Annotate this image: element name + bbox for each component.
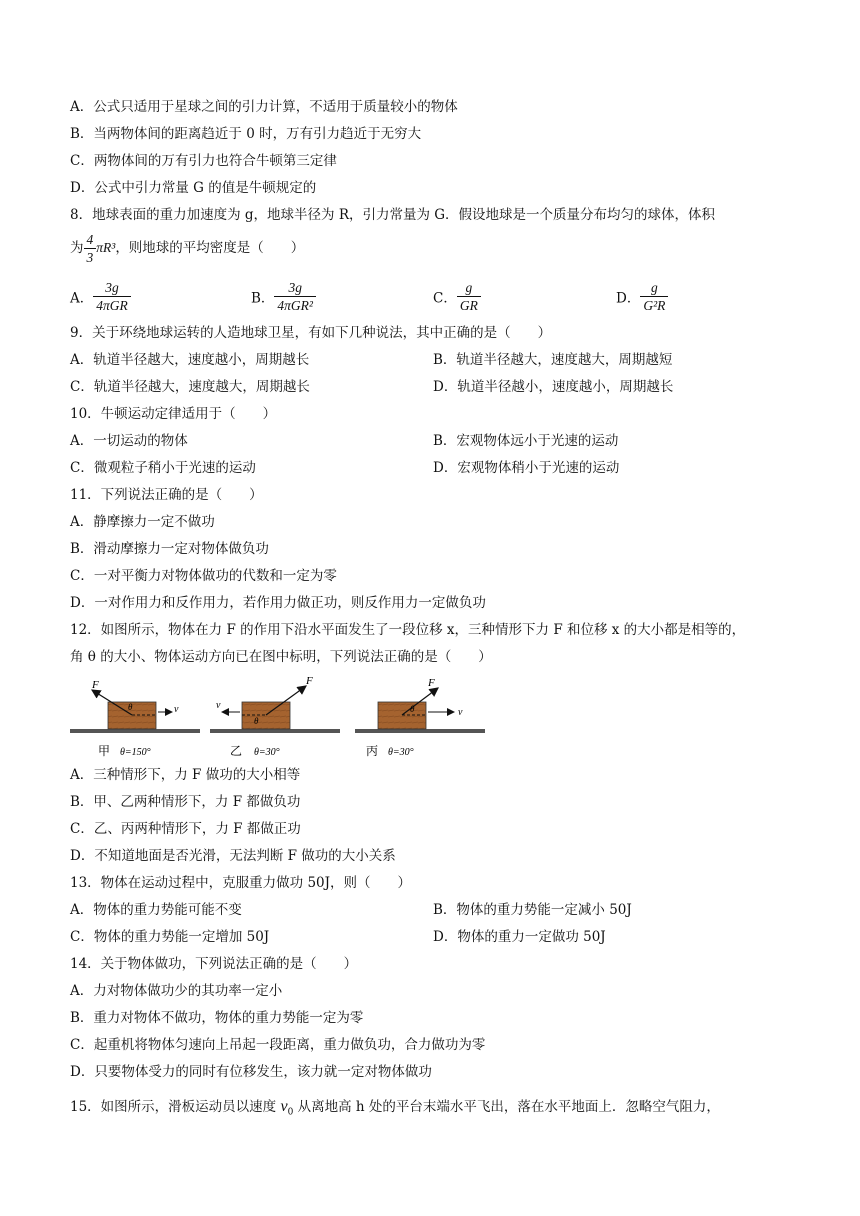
q8-stem-line1: 8．地球表面的重力加速度为 g，地球半径为 R，引力常量为 G．假设地球是一个质量分布均匀的球体，体积 [70, 207, 716, 223]
angle-symbol-yi: θ [254, 716, 259, 726]
q11-option-c: C．一对平衡力对物体做功的代数和一定为零 [70, 568, 337, 584]
case-name-jia: 甲 [98, 744, 111, 758]
ground-yi [210, 729, 340, 733]
q7-option-a: A．公式只适用于星球之间的引力计算，不适用于质量较小的物体 [70, 99, 458, 115]
q9-stem: 9．关于环绕地球运转的人造地球卫星，有如下几种说法，其中正确的是（ ） [70, 325, 552, 341]
angle-label-yi: θ=30° [254, 747, 280, 758]
case-name-yi: 乙 [230, 744, 243, 758]
q12-option-c: C．乙、丙两种情形下，力 F 都做正功 [70, 821, 301, 837]
q8-stem-line2 [70, 228, 304, 268]
q14-option-a: A．力对物体做功少的其功率一定小 [70, 983, 283, 999]
angle-label-jia: θ=150° [120, 747, 151, 758]
case-bing [355, 677, 485, 758]
q8-volume-expr: πR³ [96, 240, 116, 255]
case-jia [70, 679, 200, 758]
ground-bing [355, 729, 485, 733]
q8-volume-fraction [84, 231, 97, 266]
q8-option-b-label: B． [251, 290, 275, 307]
q14-option-d: D．只要物体受力的同时有位移发生，该力就一定对物体做功 [70, 1064, 432, 1080]
q7-option-d: D．公式中引力常量 G 的值是牛顿规定的 [70, 180, 317, 196]
case-yi [210, 675, 340, 758]
q8-frac-den: 3 [86, 250, 94, 265]
q12-option-d: D．不知道地面是否光滑，无法判断 F 做功的大小关系 [70, 848, 396, 864]
q12-stem-line2: 角 θ 的大小、物体运动方向已在图中标明，下列说法正确的是（ ） [70, 649, 492, 665]
q8-option-d-den: G²R [643, 298, 666, 313]
q11-stem: 11．下列说法正确的是（ ） [70, 487, 263, 503]
q8-option-d-num: g [640, 279, 668, 297]
q11-option-a: A．静摩擦力一定不做功 [70, 514, 215, 530]
velocity-label-jia: v [174, 704, 179, 715]
q8-option-b-num: 3g [274, 279, 316, 297]
q13-stem: 13．物体在运动过程中，克服重力做功 50J，则（ ） [70, 875, 412, 891]
angle-symbol-jia: θ [128, 702, 133, 712]
case-name-bing: 丙 [366, 744, 379, 758]
q7-option-c: C．两物体间的万有引力也符合牛顿第三定律 [70, 153, 337, 169]
q15-v0-symbol: v [280, 1098, 288, 1115]
q8-option-a-num: 3g [93, 279, 131, 297]
q11-option-b: B．滑动摩擦力一定对物体做负功 [70, 541, 269, 557]
ground-jia [70, 729, 200, 733]
q9-option-c: C．轨道半径越大，速度越大，周期越长 [70, 379, 310, 395]
q13-option-d: D．物体的重力一定做功 50J [433, 929, 606, 945]
q8-frac-num: 4 [84, 231, 97, 249]
q15-stem-pre: 15．如图所示，滑板运动员以速度 [70, 1099, 281, 1115]
q9-option-d: D．轨道半径越小，速度越小，周期越长 [433, 379, 674, 395]
q7-option-b: B．当两物体间的距离趋近于 0 时，万有引力趋近于无穷大 [70, 126, 422, 142]
q8-option-d [616, 279, 668, 314]
q8-option-b [251, 279, 316, 314]
force-label-yi: F [306, 675, 313, 687]
q15-v0-subscript: 0 [287, 1107, 294, 1118]
velocity-label-yi: v [216, 700, 221, 711]
q10-option-d: D．宏观物体稍小于光速的运动 [433, 460, 620, 476]
q8-option-c-num: g [457, 279, 481, 297]
q8-option-c [433, 279, 481, 314]
q12-option-a: A．三种情形下，力 F 做功的大小相等 [70, 767, 301, 783]
q9-option-b: B．轨道半径越大，速度越大，周期越短 [433, 352, 673, 368]
q8-option-b-den: 4πGR² [277, 298, 313, 313]
angle-symbol-bing: θ [410, 704, 415, 714]
q12-option-b: B．甲、乙两种情形下，力 F 都做负功 [70, 794, 301, 810]
q10-option-c: C．微观粒子稍小于光速的运动 [70, 460, 256, 476]
q8-option-d-label: D． [616, 290, 641, 307]
force-label-bing: F [428, 677, 435, 689]
q12-force-diagram [70, 672, 490, 764]
q9-option-a: A．轨道半径越大，速度越小，周期越长 [70, 352, 310, 368]
q14-option-b: B．重力对物体不做功，物体的重力势能一定为零 [70, 1010, 364, 1026]
q8-stem-pre: 为 [70, 240, 84, 256]
q15-stem [70, 1098, 720, 1122]
q13-option-a: A．物体的重力势能可能不变 [70, 902, 242, 918]
force-label-jia: F [92, 679, 99, 691]
q8-option-c-label: C． [433, 290, 457, 307]
q8-option-b-frac [274, 279, 316, 314]
q8-option-d-frac [640, 279, 668, 314]
angle-label-bing: θ=30° [388, 747, 414, 758]
q8-stem-post: ，则地球的平均密度是（ ） [115, 240, 305, 256]
q8-option-a [70, 279, 131, 314]
q13-option-c: C．物体的重力势能一定增加 50J [70, 929, 270, 945]
q8-option-a-den: 4πGR [96, 298, 128, 313]
q14-option-c: C．起重机将物体匀速向上吊起一段距离，重力做负功，合力做功为零 [70, 1037, 486, 1053]
q10-option-b: B．宏观物体远小于光速的运动 [433, 433, 619, 449]
velocity-label-bing: v [458, 707, 463, 718]
q10-stem: 10．牛顿运动定律适用于（ ） [70, 406, 277, 422]
q11-option-d: D．一对作用力和反作用力，若作用力做正功，则反作用力一定做负功 [70, 595, 486, 611]
q15-stem-post: 从离地高 h 处的平台末端水平飞出，落在水平地面上．忽略空气阻力， [293, 1099, 720, 1115]
q13-option-b: B．物体的重力势能一定减小 50J [433, 902, 632, 918]
q8-option-a-label: A． [70, 290, 94, 307]
q8-option-c-frac [457, 279, 481, 314]
q14-stem: 14．关于物体做功，下列说法正确的是（ ） [70, 956, 358, 972]
q8-option-a-frac [93, 279, 131, 314]
q12-stem-line1: 12．如图所示，物体在力 F 的作用下沿水平面发生了一段位移 x，三种情形下力 F 和位移 x 的大小都是相等的， [70, 622, 746, 638]
q10-option-a: A．一切运动的物体 [70, 433, 188, 449]
q8-option-c-den: GR [459, 298, 478, 313]
